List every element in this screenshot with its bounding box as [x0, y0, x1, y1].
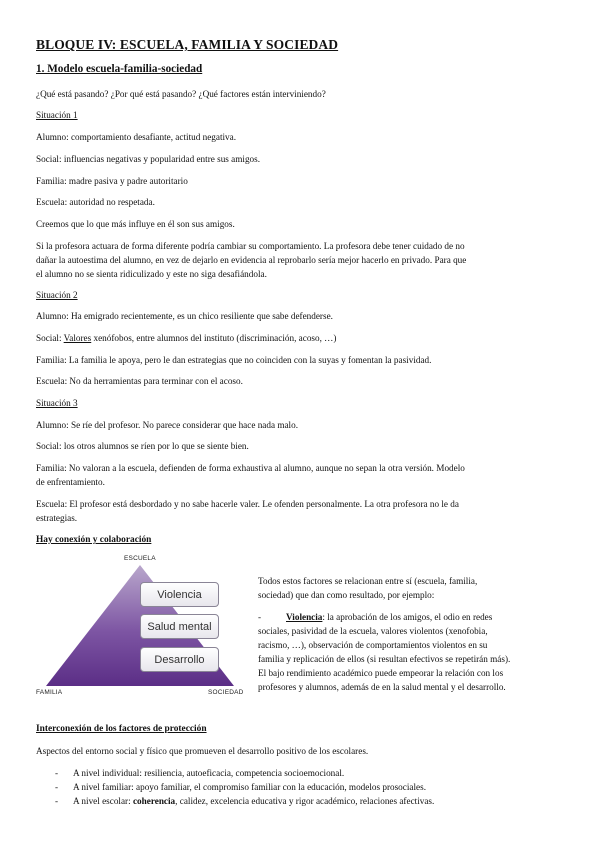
- violencia-line-1: Violencia: la aprobación de los amigos, el odio en redes: [286, 612, 493, 622]
- s1-familia: Familia: madre pasiva y padre autoritario: [36, 176, 188, 186]
- situacion-2-label: Situación 2: [36, 290, 78, 300]
- s2-social: Social: Valores xenófobos, entre alumnos del instituto (discriminación, acoso, …): [36, 333, 337, 343]
- pyramid-level-salud-mental: Salud mental: [140, 614, 219, 639]
- s1-paragraph-line-2: dañar la autoestima del alumno, en vez de dejarlo en evidencia al reprobarlo sería mejor hacerlo en privado. Para que: [36, 255, 467, 265]
- bullet-dash: -: [55, 768, 59, 778]
- s2-escuela: Escuela: No da herramientas para terminar con el acoso.: [36, 376, 243, 386]
- conexion-intro-line-2: sociedad) que dan como resultado, por ejemplo:: [258, 590, 435, 600]
- conexion-intro-line-1: Todos estos factores se relacionan entre sí (escuela, familia,: [258, 576, 478, 586]
- interconexion-intro: Aspectos del entorno social y físico que promueven el desarrollo positivo de los escolares.: [36, 746, 369, 756]
- s2-valores-link: Valores: [63, 333, 92, 343]
- questions-line: ¿Qué está pasando? ¿Por qué está pasando? ¿Qué factores están interviniendo?: [36, 89, 326, 99]
- s1-alumno: Alumno: comportamiento desafiante, actitud negativa.: [36, 132, 237, 142]
- bullet-dash: -: [55, 782, 59, 792]
- s1-paragraph-line-1: Si la profesora actuara de forma diferente podría cambiar su comportamiento. La profesora debe tener cuidado de no: [36, 241, 465, 251]
- pyramid-level-violencia: Violencia: [140, 582, 219, 607]
- document-title: BLOQUE IV: ESCUELA, FAMILIA Y SOCIEDAD: [36, 37, 339, 52]
- pyramid-label-escuela: ESCUELA: [124, 555, 156, 562]
- s3-familia-line-2: de enfrentamiento.: [36, 477, 105, 487]
- s3-escuela-line-1: Escuela: El profesor está desbordado y no sabe hacerle valer. Le ofenden personalmente. La otra profesora no le da: [36, 499, 459, 509]
- s3-social: Social: los otros alumnos se ríen por lo que se siente bien.: [36, 441, 249, 451]
- violencia-line-2: sociales, pasividad de la escuela, valores violentos (xenofobia,: [258, 626, 488, 636]
- violencia-line-3: racismo, …), observación de comportamientos violentos en su: [258, 640, 488, 650]
- violencia-line-6: profesores y alumnos, además de en la salud mental y el desarrollo.: [258, 682, 506, 692]
- s3-alumno: Alumno: Se ríe del profesor. No parece considerar que hace nada malo.: [36, 420, 298, 430]
- s1-social: Social: influencias negativas y popularidad entre sus amigos.: [36, 154, 261, 164]
- pyramid-diagram: [36, 553, 251, 700]
- pyramid-level-desarrollo: Desarrollo: [140, 647, 219, 672]
- s2-familia: Familia: La familia le apoya, pero le dan estrategias que no coinciden con la suyas y fomentan la pasividad.: [36, 355, 432, 365]
- violencia-line-4: familia y replicación de ellos (si resultan efectivos se repetirán más).: [258, 654, 511, 664]
- s1-escuela: Escuela: autoridad no respetada.: [36, 197, 155, 207]
- conexion-heading: Hay conexión y colaboración: [36, 535, 152, 545]
- situacion-3-label: Situación 3: [36, 398, 78, 408]
- list-item-individual: A nivel individual: resiliencia, autoeficacia, competencia socioemocional.: [73, 768, 345, 778]
- pyramid-label-sociedad: SOCIEDAD: [208, 689, 244, 696]
- s1-paragraph-line-3: el alumno no se sienta ridiculizado y este no siga desafiándola.: [36, 269, 267, 279]
- s2-alumno: Alumno: Ha emigrado recientemente, es un chico resiliente que sabe defenderse.: [36, 311, 333, 321]
- violencia-dash: -: [258, 612, 262, 622]
- s3-escuela-line-2: estrategias.: [36, 513, 78, 523]
- pyramid-label-familia: FAMILIA: [36, 689, 63, 696]
- coherencia-term: coherencia: [132, 796, 176, 806]
- list-item-escolar: A nivel escolar: coherencia, calidez, excelencia educativa y rigor académico, relaciones afectivas.: [73, 796, 435, 806]
- bullet-dash: -: [55, 796, 59, 806]
- list-item-familiar: A nivel familiar: apoyo familiar, el compromiso familiar con la educación, modelos prosociales.: [73, 782, 426, 792]
- interconexion-heading: Interconexión de los factores de protección: [36, 724, 207, 734]
- situacion-1-label: Situación 1: [36, 110, 78, 120]
- s3-familia-line-1: Familia: No valoran a la escuela, defienden de forma exhaustiva al alumno, aunque no sepan la otra versión. Modelo: [36, 463, 465, 473]
- section-heading-modelo: 1. Modelo escuela-familia-sociedad: [36, 63, 203, 75]
- violencia-term: Violencia: [286, 612, 323, 622]
- violencia-line-5: El bajo rendimiento académico puede empeorar la relación con los: [258, 668, 504, 678]
- s1-creemos: Creemos que lo que más influye en él son sus amigos.: [36, 219, 235, 229]
